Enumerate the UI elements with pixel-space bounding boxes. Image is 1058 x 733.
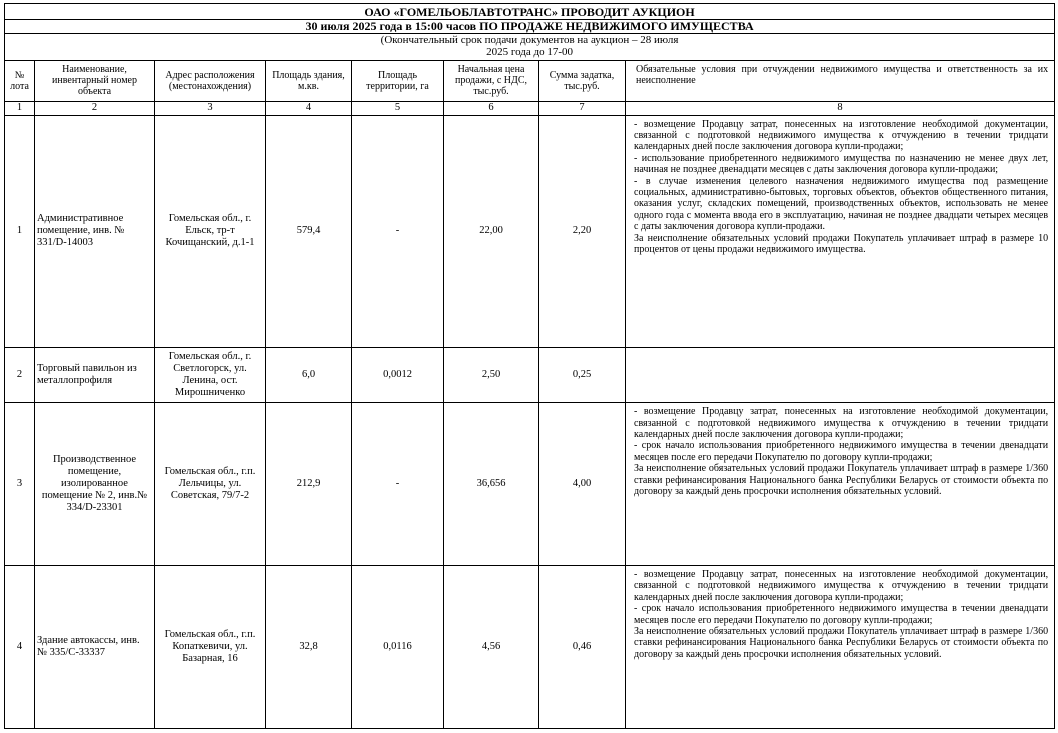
- condition-item: - возмещение Продавцу затрат, понесенных на изготовление необходимой документации, связанной с подготовкой недвижимого имущества к отчуждению в течении тридцати календарных дней после заключения договора купли-продажи;: [634, 569, 1049, 603]
- lot-building-area: 6,0: [266, 347, 352, 402]
- condition-item: - срок начало использования приобретенного недвижимого имущества в течении двенадцати месяцев после его передачи Покупателю по договору купли-продажи;: [634, 603, 1049, 626]
- lot-name: Административное помещение, инв. № 331/D-14003: [35, 115, 155, 347]
- lot-start-price: 22,00: [444, 115, 539, 347]
- col-header-land-area: Площадь территории, га: [352, 61, 444, 101]
- notice-subtitle: 30 июля 2025 года в 15:00 часов ПО ПРОДАЖЕ НЕДВИЖИМОГО ИМУЩЕСТВА: [5, 20, 1055, 34]
- col-header-building-area: Площадь здания, м.кв.: [266, 61, 352, 101]
- lot-row: [5, 347, 1055, 402]
- lot-name: Торговый павильон из металлопрофиля: [35, 347, 155, 402]
- lot-start-price: 2,50: [444, 347, 539, 402]
- deadline-note: [5, 34, 1055, 61]
- lot-deposit: 2,20: [539, 115, 626, 347]
- lot-name: Здание автокассы, инв. № 335/С-33337: [35, 566, 155, 729]
- col-number: 3: [155, 101, 266, 115]
- lot-conditions: [626, 115, 1055, 347]
- condition-item: За неисполнение обязательных условий продажи Покупатель уплачивает штраф в размере 1/360 ставки рефинансирования Национального банка Республики Беларусь от стоимости объекта по договору за каждый день просрочки исполнения обязательных условий.: [634, 626, 1049, 660]
- condition-item: - использование приобретенного недвижимого имущества по назначению не менее двух лет, начиная не позднее двенадцати месяцев с даты заключения договора купли-продажи;: [634, 152, 1049, 176]
- lot-conditions: [626, 347, 1055, 402]
- lot-building-area: 212,9: [266, 403, 352, 566]
- lot-conditions: [626, 403, 1055, 566]
- column-header-row: [5, 61, 1055, 101]
- col-number: 8: [626, 101, 1055, 115]
- lot-land-area: -: [352, 115, 444, 347]
- lot-address: Гомельская обл., г. Светлогорск, ул. Ленина, ост. Мирошниченко: [155, 347, 266, 402]
- condition-item: - возмещение Продавцу затрат, понесенных на изготовление необходимой документации, связанной с подготовкой недвижимого имущества к отчуждению в течении тридцати календарных дней после заключения договора купли-продажи;: [634, 118, 1049, 153]
- lot-name: Производственное помещение, изолированное помещение № 2, инв.№ 334/D-23301: [35, 403, 155, 566]
- lot-row: [5, 566, 1055, 729]
- lot-row: [5, 403, 1055, 566]
- col-header-name: Наименование, инвентарный номер объекта: [35, 61, 155, 101]
- column-number-row: [5, 101, 1055, 115]
- lot-land-area: -: [352, 403, 444, 566]
- deadline-line-1: (Окончательный срок подачи документов на аукцион – 28 июля: [380, 34, 679, 47]
- lot-building-area: 32,8: [266, 566, 352, 729]
- col-number: 2: [35, 101, 155, 115]
- col-header-address: Адрес расположения (местонахождения): [155, 61, 266, 101]
- lot-start-price: 4,56: [444, 566, 539, 729]
- lot-address: Гомельская обл., г.п. Лельчицы, ул. Советская, 79/7-2: [155, 403, 266, 566]
- lot-number: 2: [5, 347, 35, 402]
- lot-deposit: 0,46: [539, 566, 626, 729]
- lot-start-price: 36,656: [444, 403, 539, 566]
- col-number: 1: [5, 101, 35, 115]
- lot-row: [5, 115, 1055, 347]
- lot-number: 4: [5, 566, 35, 729]
- condition-item: - срок начало использования приобретенного недвижимого имущества в течении двенадцати месяцев после его передачи Покупателю по договору купли-продажи;: [634, 440, 1049, 463]
- condition-item: За неисполнение обязательных условий продажи Покупатель уплачивает штраф в размере 10 процентов от цены продажи недвижимого имущества.: [634, 232, 1049, 256]
- condition-item: - возмещение Продавцу затрат, понесенных на изготовление необходимой документации, связанной с подготовкой недвижимого имущества к отчуждению в течении тридцати календарных дней после заключения договора купли-продажи;: [634, 406, 1049, 440]
- col-header-conditions: Обязательные условия при отчуждении недвижимого имущества и ответственность за их неисполнение: [626, 61, 1055, 101]
- notice-title: ОАО «ГОМЕЛЬОБЛАВТОТРАНС» ПРОВОДИТ АУКЦИОН: [5, 4, 1055, 20]
- auction-notice: [4, 3, 1054, 729]
- deadline-line-2: 2025 года до 17-00: [486, 46, 573, 59]
- lot-deposit: 4,00: [539, 403, 626, 566]
- col-header-start-price: Начальная цена продажи, с НДС, тыс.руб.: [444, 61, 539, 101]
- lot-number: 3: [5, 403, 35, 566]
- col-number: 7: [539, 101, 626, 115]
- col-number: 5: [352, 101, 444, 115]
- lot-land-area: 0,0012: [352, 347, 444, 402]
- lot-address: Гомельская обл., г. Ельск, тр-т Кочищанский, д.1-1: [155, 115, 266, 347]
- lot-conditions: [626, 566, 1055, 729]
- lot-building-area: 579,4: [266, 115, 352, 347]
- condition-item: За неисполнение обязательных условий продажи Покупатель уплачивает штраф в размере 1/360 ставки рефинансирования Национального банка Республики Беларусь от стоимости объекта по договору за каждый день просрочки исполнения обязательных условий.: [634, 463, 1049, 497]
- auction-table: [4, 3, 1055, 729]
- lot-number: 1: [5, 115, 35, 347]
- condition-item: - в случае изменения целевого назначения недвижимого имущества под размещение социальных, административно-бытовых, торговых объектов, объектов общественного питания, оказания услуг, складских помещений, производственных объектов, использовать не менее одного года с момента ввода его в эксплуатацию, начиная не позднее двадцати четырех месяцев с даты заключения договора купли-продажи.: [634, 175, 1049, 233]
- col-number: 4: [266, 101, 352, 115]
- col-header-lot: № лота: [5, 61, 35, 101]
- col-number: 6: [444, 101, 539, 115]
- lot-address: Гомельская обл., г.п. Копаткевичи, ул. Базарная, 16: [155, 566, 266, 729]
- col-header-deposit: Сумма задатка, тыс.руб.: [539, 61, 626, 101]
- lot-deposit: 0,25: [539, 347, 626, 402]
- lot-land-area: 0,0116: [352, 566, 444, 729]
